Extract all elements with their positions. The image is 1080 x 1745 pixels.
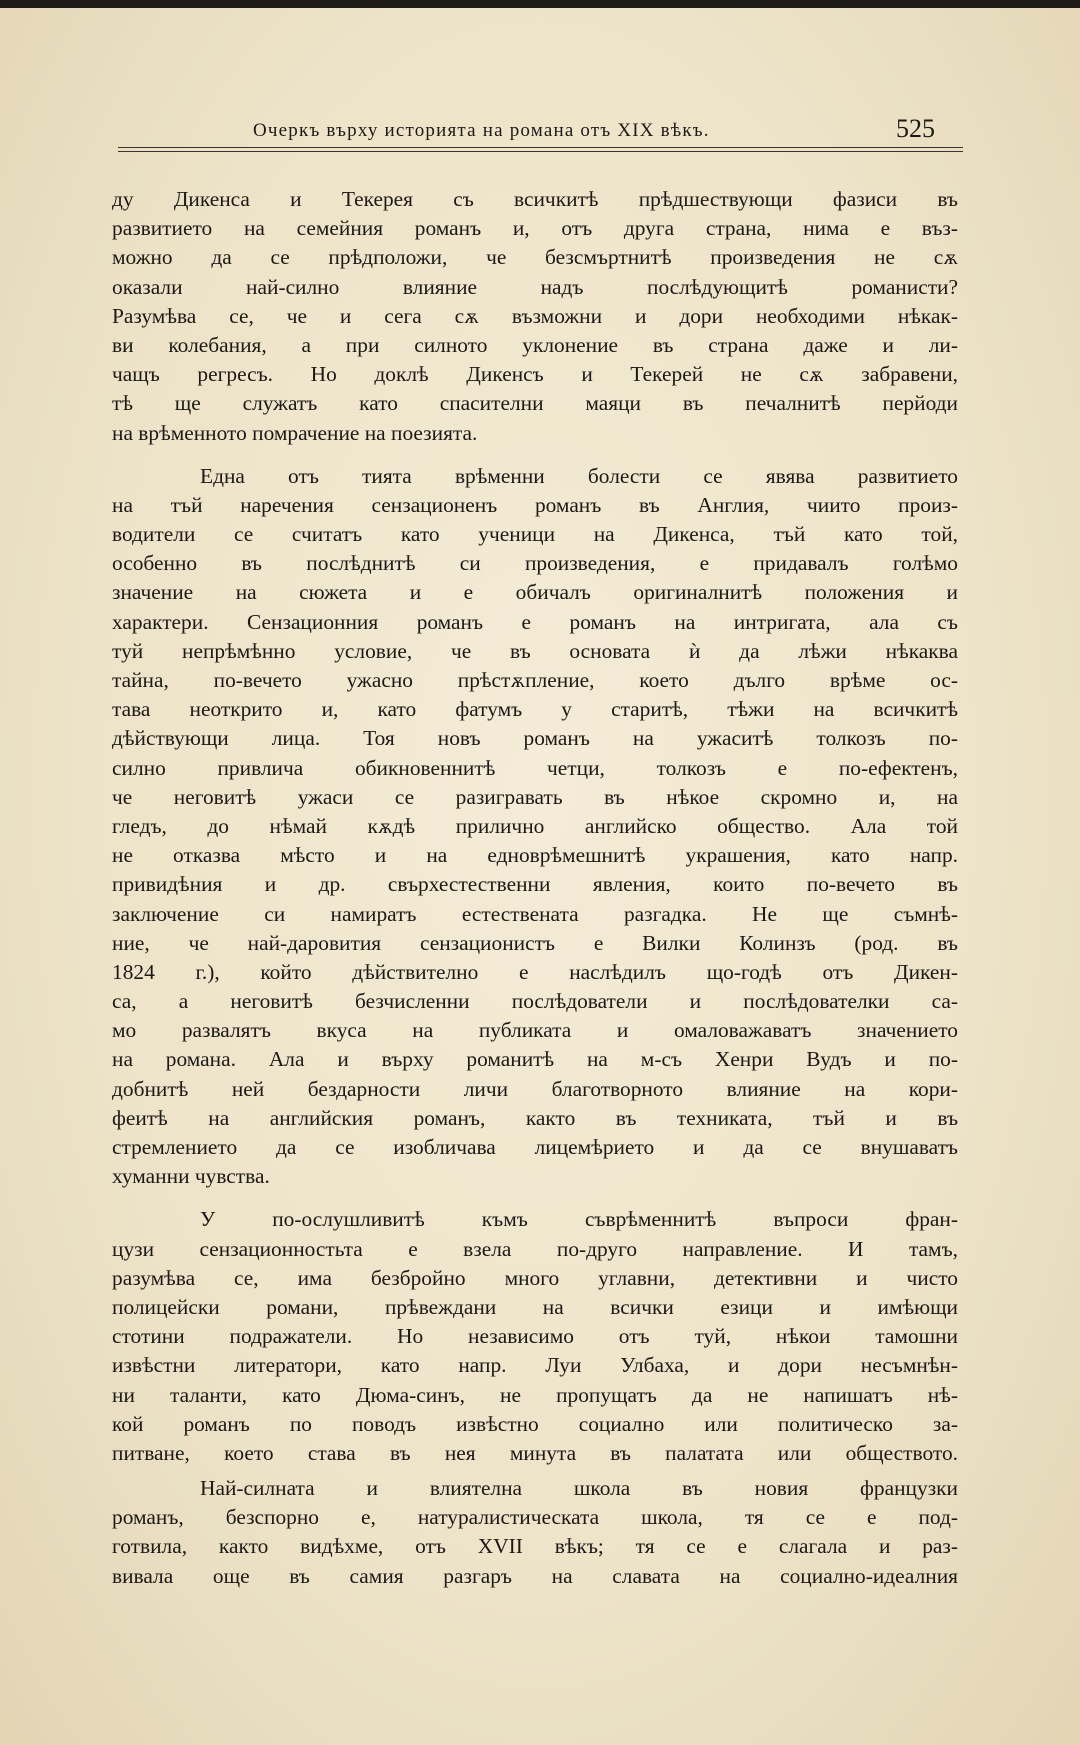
text-line: привидѣния и др. свърхестественни явления, които по-вечето въ <box>112 872 958 897</box>
text-line: чащъ регресъ. Но доклѣ Дикенсъ и Текерей не сѫ забравени, <box>112 362 958 387</box>
text-line: не отказва мѣсто и на едноврѣмешнитѣ украшения, като напр. <box>112 843 958 868</box>
text-line: стотини подражатели. Но независимо отъ туй, нѣкои тамошни <box>112 1324 958 1349</box>
text-line: питване, което става въ нея минута въ палатата или обществото. <box>112 1440 958 1465</box>
text-line: на романа. Ала и върху романитѣ на м-съ Хенри Вудъ и по- <box>112 1047 958 1072</box>
text-line: мо развалятъ вкуса на публиката и омаловажаватъ значението <box>112 1018 958 1043</box>
header-rule-top <box>118 147 963 148</box>
text-line: дѣйствующи лица. Тоя новъ романъ на ужаситѣ толкозъ по- <box>112 726 958 751</box>
text-line: Една отъ тията врѣменни болести се явява развитието <box>200 463 958 488</box>
text-line: гледъ, до нѣмай кѫдѣ прилично английско общество. Ала той <box>112 813 958 838</box>
text-line: У по-ослушливитѣ къмъ съврѣменнитѣ въпроси фран- <box>200 1207 958 1232</box>
text-line: разумѣва се, има безбройно много углавни, детективни и чисто <box>112 1265 958 1290</box>
text-line: кой романъ по поводъ извѣстно социално или политическо за- <box>112 1411 958 1436</box>
paragraph <box>112 1474 958 1591</box>
text-line: цузи сензационностьта е взела по-друго направление. И тамъ, <box>112 1236 958 1261</box>
body-text <box>112 185 958 1591</box>
text-line: на тъй наречения сензационенъ романъ въ Англия, чиито произ- <box>112 492 958 517</box>
text-line: са, а неговитѣ безчисленни послѣдователи и послѣдователки са- <box>112 989 958 1014</box>
text-line: феитѣ на английския романъ, както въ техниката, тъй и въ <box>112 1105 958 1130</box>
text-line: силно привлича обикновеннитѣ четци, толкозъ е по-ефектенъ, <box>112 755 958 780</box>
text-line: вивала още въ самия разгаръ на славата на социално-идеалния <box>112 1563 958 1588</box>
text-line: хуманни чувства. <box>112 1164 270 1189</box>
paragraph <box>112 1205 958 1468</box>
text-line: оказали най-силно влияние надъ послѣдующитѣ романисти? <box>112 274 958 299</box>
text-line: ви колебания, а при силното уклонение въ страна даже и ли- <box>112 332 958 357</box>
text-line: добнитѣ ней бездарности личи благотворното влияние на кори- <box>112 1076 958 1101</box>
page-header <box>118 112 963 152</box>
paragraph <box>112 185 958 448</box>
text-line: извѣстни литератори, като напр. Луи Улбаха, и дори несъмнѣн- <box>112 1353 958 1378</box>
text-line: на врѣменното помрачение на поезията. <box>112 420 478 445</box>
text-line: полицейски романи, прѣвеждани на всички езици и имѣющи <box>112 1294 958 1319</box>
text-line: тѣ ще служатъ като спасителни маяци въ печалнитѣ перйоди <box>112 391 958 416</box>
text-line: развитието на семейния романъ и, отъ друга страна, нима е въз- <box>112 216 958 241</box>
text-line: туй непрѣмѣнно условие, че въ основата ѝ да лѣжи нѣкаква <box>112 638 958 663</box>
text-line: водители се считатъ като ученици на Дикенса, тъй като той, <box>112 522 958 547</box>
text-line: готвила, както видѣхме, отъ XVII вѣкъ; тя се е слагала и раз- <box>112 1534 958 1559</box>
running-title: Очеркъ върху историята на романа отъ XIX вѣкъ. <box>253 120 710 141</box>
text-line: ду Дикенса и Текерея съ всичкитѣ прѣдшествующи фазиси въ <box>112 187 958 211</box>
text-line: особенно въ послѣднитѣ си произведения, е придавалъ голѣмо <box>112 551 958 576</box>
text-line: ние, че най-даровития сензационистъ е Вилки Колинзъ (род. въ <box>112 930 958 955</box>
text-line: стремлението да се изобличава лицемѣрието и да се внушаватъ <box>112 1135 958 1159</box>
header-rule-bottom <box>118 151 963 152</box>
text-line: тайна, по-вечето ужасно прѣстѫпление, което дълго врѣме ос- <box>112 668 958 692</box>
text-line: Най-силната и влиятелна школа въ новия французки <box>200 1476 958 1501</box>
page-number: 525 <box>896 114 935 143</box>
text-line: тава неоткрито и, като фатумъ у старитѣ, тѣжи на всичкитѣ <box>112 697 958 722</box>
text-line: заключение си намиратъ естествената разгадка. Не ще съмнѣ- <box>112 901 958 926</box>
scan-top-edge <box>0 0 1080 8</box>
text-line: Разумѣва се, че и сега сѫ възможни и дори необходими нѣкак- <box>112 303 958 328</box>
text-line: романъ, безспорно е, натуралистическата школа, тя се е под- <box>112 1505 958 1530</box>
text-line: значение на сюжета и е обичалъ оригиналнитѣ положения и <box>112 580 958 605</box>
text-line: ни таланти, като Дюма-синъ, не пропущатъ да не напишатъ нѣ- <box>112 1382 958 1407</box>
text-line: 1824 г.), който дѣйствително е наслѣдилъ що-годѣ отъ Дикен- <box>112 959 958 984</box>
text-line: можно да се прѣдположи, че безсмъртнитѣ произведения не сѫ <box>112 245 958 270</box>
text-line: че неговитѣ ужаси се разигравать въ нѣкое скромно и, на <box>112 784 958 809</box>
paragraph <box>112 462 958 1192</box>
text-line: характери. Сензационния романъ е романъ на интригата, ала съ <box>112 609 958 634</box>
